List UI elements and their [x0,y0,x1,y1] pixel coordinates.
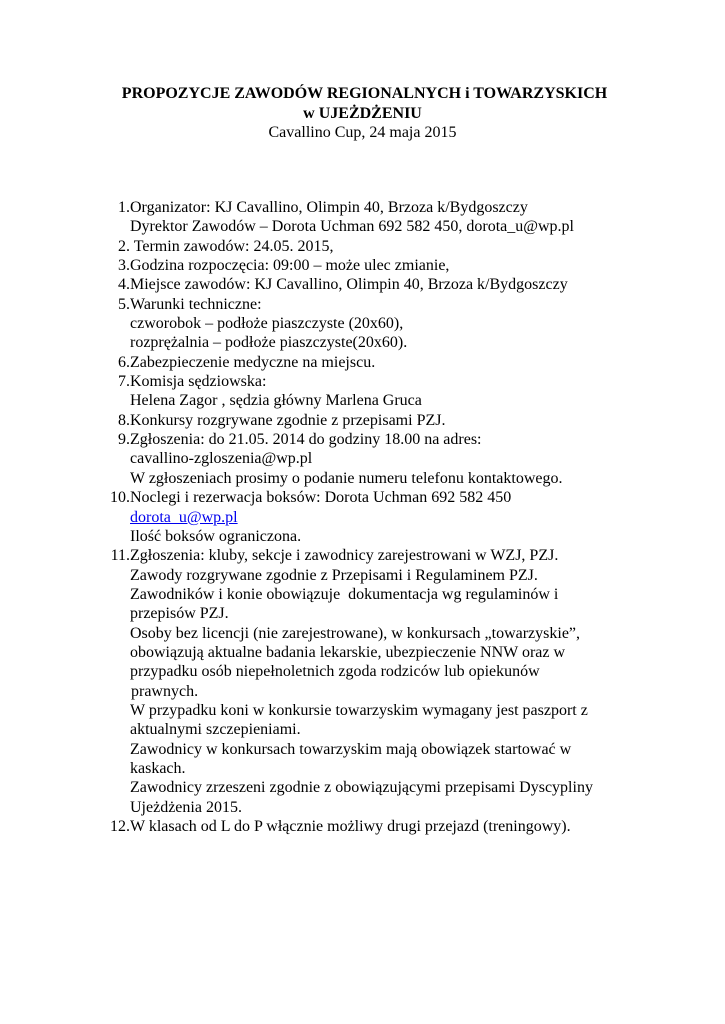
list-item-line: Helena Zagor , sędzia główny Marlena Gruca [130,392,422,410]
list-item-line: przepisów PZJ. [130,605,229,623]
list-item-line: przypadku osób niepełnoletnich zgoda rodziców lub opiekunów [130,663,540,681]
list-item-line: W zgłoszeniach prosimy o podanie numeru telefonu kontaktowego. [130,469,563,487]
list-item-line: obowiązują aktualne badania lekarskie, ubezpieczenie NNW oraz w [130,643,566,661]
list-item-number: 6. [118,353,130,371]
list-item-10 [0,488,725,546]
list-item-line: Zawodników i konie obowiązuje dokumentacja wg regulaminów i [130,585,559,603]
list-item-line: Ujeżdżenia 2015. [130,798,242,816]
list-item-line: Konkursy rozgrywane zgodnie z przepisami PZJ. [130,411,446,429]
list-item-line: W klasach od L do P włącznie możliwy drugi przejazd (treningowy). [130,818,571,835]
list-item-1 [0,198,725,237]
list-item-line: W przypadku koni w konkursie towarzyskim wymagany jest paszport z [130,701,588,719]
list-item-line: Dyrektor Zawodów – Dorota Uchman 692 582 450, dorota_u@wp.pl [130,218,574,236]
list-item-line: Zgłoszenia: do 21.05. 2014 do godziny 18.00 na adres: [130,431,482,449]
list-item-line: Zawody rozgrywane zgodnie z Przepisami i Regulaminem PZJ. [130,566,538,584]
list-item-5 [0,295,725,353]
list-item-number: 2. [118,237,130,255]
list-item-number: 12. [110,818,130,835]
list-item-line: czworobok – podłoże piaszczyste (20x60), [130,315,404,333]
list-item-11 [0,546,725,817]
list-item-7 [0,372,725,411]
list-item-line: Osoby bez licencji (nie zarejestrowane), w konkursach „towarzyskie”, [130,624,581,642]
list-item-line: kaskach. [130,759,186,777]
list-item-line: Zawodnicy w konkursach towarzyskim mają obowiązek startować w [130,740,572,758]
list-item-line: cavallino-zgloszenia@wp.pl [130,450,313,468]
list-item-line: prawnych. [131,682,199,700]
list-item-number: 9. [118,431,130,449]
document-title-line-1: PROPOZYCJE ZAWODÓW REGIONALNYCH i TOWARZYSKICH [121,85,608,102]
list-item-6 [0,353,725,372]
document-title-line-2: w UJEŻDŻENIU [303,105,422,122]
list-item-line: rozprężalnia – podłoże piaszczyste(20x60). [130,334,408,352]
list-item-number: 7. [118,373,130,391]
list-item-number: 10. [110,489,130,507]
list-item-number: 4. [118,276,130,294]
list-item-number: 1. [118,199,130,216]
list-item-number: 3. [118,257,130,275]
list-item-line: Komisja sędziowska: [130,373,267,391]
list-item-number: 11. [110,547,130,565]
list-item-line: Miejsce zawodów: KJ Cavallino, Olimpin 40, Brzoza k/Bydgoszczy [130,276,568,294]
document-subtitle: Cavallino Cup, 24 maja 2015 [268,124,457,141]
list-item-line: Termin zawodów: 24.05. 2015, [130,237,334,255]
list-item-line: Zawodnicy zrzeszeni zgodnie z obowiązującymi przepisami Dyscypliny [130,779,593,797]
email-link-line [130,508,725,527]
list-item-number: 8. [118,411,130,429]
list-item-4 [0,275,725,294]
list-item-3 [0,256,725,275]
list-item-line: Godzina rozpoczęcia: 09:00 – może ulec zmianie, [130,257,450,275]
list-item-8 [0,411,725,430]
list-item-12 [0,817,725,836]
list-item-line: Ilość boksów ograniczona. [130,527,302,545]
list-item-line: Noclegi i rezerwacja boksów: Dorota Uchman 692 582 450 [130,489,512,507]
list-item-line: aktualnymi szczepieniami. [130,721,301,739]
list-item-2 [0,237,725,256]
email-link[interactable]: dorota_u@wp.pl [130,508,238,526]
list-item-line: Zgłoszenia: kluby, sekcje i zawodnicy zarejestrowani w WZJ, PZJ. [130,547,559,565]
list-item-line: Warunki techniczne: [130,295,262,313]
list-item-line: Zabezpieczenie medyczne na miejscu. [130,353,376,371]
numbered-list [0,198,725,836]
list-item-9 [0,430,725,488]
list-item-number: 5. [118,295,130,313]
list-item-line: Organizator: KJ Cavallino, Olimpin 40, Brzoza k/Bydgoszczy [130,199,528,216]
